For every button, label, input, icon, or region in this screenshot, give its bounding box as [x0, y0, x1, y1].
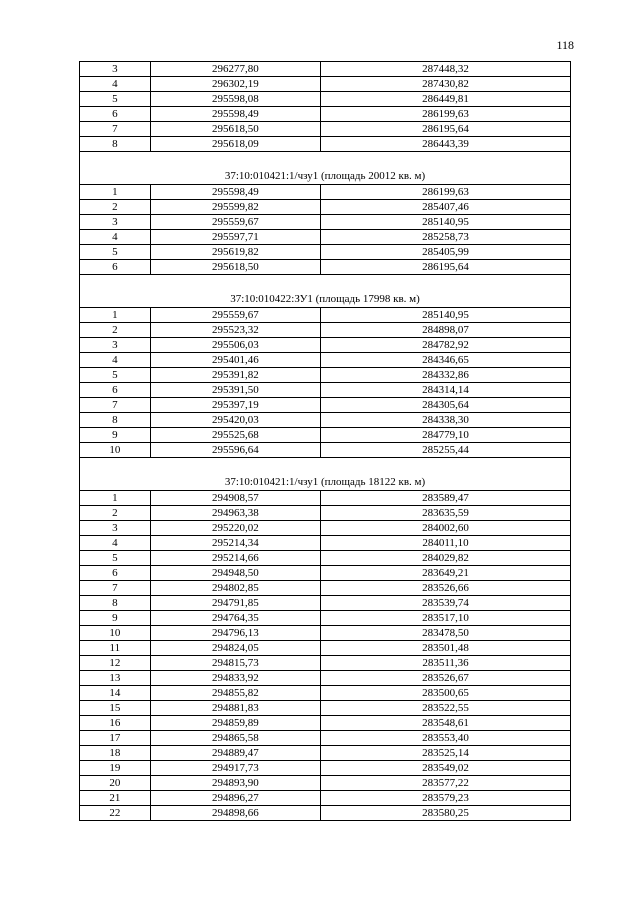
table-row	[80, 260, 571, 275]
table-row	[80, 443, 571, 458]
point-number: 13	[80, 671, 151, 686]
x-coordinate: 295598,08	[150, 92, 320, 107]
x-coordinate: 295391,82	[150, 368, 320, 383]
y-coordinate: 286199,63	[321, 185, 571, 200]
y-coordinate: 283478,50	[321, 626, 571, 641]
y-coordinate: 284305,64	[321, 398, 571, 413]
y-coordinate: 284346,65	[321, 353, 571, 368]
point-number: 1	[80, 308, 151, 323]
x-coordinate: 295401,46	[150, 353, 320, 368]
point-number: 22	[80, 806, 151, 821]
point-number: 3	[80, 338, 151, 353]
table-row	[80, 521, 571, 536]
table-row	[80, 368, 571, 383]
point-number: 16	[80, 716, 151, 731]
table-row	[80, 185, 571, 200]
y-coordinate: 284782,92	[321, 338, 571, 353]
y-coordinate: 286195,64	[321, 122, 571, 137]
table-row	[80, 506, 571, 521]
point-number: 3	[80, 215, 151, 230]
table-row	[80, 641, 571, 656]
x-coordinate: 294893,90	[150, 776, 320, 791]
table-row	[80, 215, 571, 230]
y-coordinate: 286443,39	[321, 137, 571, 152]
point-number: 15	[80, 701, 151, 716]
table-row	[80, 611, 571, 626]
x-coordinate: 294791,85	[150, 596, 320, 611]
x-coordinate: 295559,67	[150, 308, 320, 323]
x-coordinate: 295598,49	[150, 185, 320, 200]
x-coordinate: 294948,50	[150, 566, 320, 581]
y-coordinate: 284011,10	[321, 536, 571, 551]
point-number: 7	[80, 122, 151, 137]
point-number: 5	[80, 245, 151, 260]
table-row	[80, 566, 571, 581]
y-coordinate: 284898,07	[321, 323, 571, 338]
x-coordinate: 295391,50	[150, 383, 320, 398]
y-coordinate: 283525,14	[321, 746, 571, 761]
coordinates-table	[79, 61, 571, 821]
y-coordinate: 283553,40	[321, 731, 571, 746]
x-coordinate: 294859,89	[150, 716, 320, 731]
point-number: 4	[80, 536, 151, 551]
point-number: 5	[80, 551, 151, 566]
x-coordinate: 295619,82	[150, 245, 320, 260]
table-row	[80, 308, 571, 323]
table-row	[80, 551, 571, 566]
point-number: 17	[80, 731, 151, 746]
table-row	[80, 413, 571, 428]
point-number: 4	[80, 77, 151, 92]
table-row	[80, 536, 571, 551]
point-number: 8	[80, 596, 151, 611]
y-coordinate: 283500,65	[321, 686, 571, 701]
y-coordinate: 283522,55	[321, 701, 571, 716]
x-coordinate: 294824,05	[150, 641, 320, 656]
table-row	[80, 428, 571, 443]
x-coordinate: 295596,64	[150, 443, 320, 458]
coordinates-table-body	[80, 62, 571, 821]
point-number: 19	[80, 761, 151, 776]
x-coordinate: 294833,92	[150, 671, 320, 686]
x-coordinate: 294802,85	[150, 581, 320, 596]
point-number: 8	[80, 413, 151, 428]
y-coordinate: 284029,82	[321, 551, 571, 566]
y-coordinate: 283579,23	[321, 791, 571, 806]
table-row	[80, 581, 571, 596]
point-number: 3	[80, 521, 151, 536]
point-number: 5	[80, 368, 151, 383]
y-coordinate: 283649,21	[321, 566, 571, 581]
x-coordinate: 294881,83	[150, 701, 320, 716]
table-row	[80, 656, 571, 671]
point-number: 7	[80, 398, 151, 413]
table-row	[80, 776, 571, 791]
x-coordinate: 295559,67	[150, 215, 320, 230]
y-coordinate: 287448,32	[321, 62, 571, 77]
x-coordinate: 296302,19	[150, 77, 320, 92]
point-number: 7	[80, 581, 151, 596]
table-row	[80, 398, 571, 413]
y-coordinate: 283580,25	[321, 806, 571, 821]
section-title: 37:10:010421:1/чзу1 (площадь 18122 кв. м)	[80, 458, 571, 491]
table-row	[80, 491, 571, 506]
y-coordinate: 285258,73	[321, 230, 571, 245]
point-number: 12	[80, 656, 151, 671]
point-number: 6	[80, 566, 151, 581]
x-coordinate: 294896,27	[150, 791, 320, 806]
table-row	[80, 122, 571, 137]
point-number: 4	[80, 230, 151, 245]
y-coordinate: 283589,47	[321, 491, 571, 506]
y-coordinate: 286449,81	[321, 92, 571, 107]
point-number: 10	[80, 626, 151, 641]
section-header-row	[80, 458, 571, 491]
x-coordinate: 295597,71	[150, 230, 320, 245]
point-number: 6	[80, 260, 151, 275]
x-coordinate: 295525,68	[150, 428, 320, 443]
table-row	[80, 383, 571, 398]
point-number: 21	[80, 791, 151, 806]
x-coordinate: 295420,03	[150, 413, 320, 428]
table-row	[80, 92, 571, 107]
section-header-row	[80, 152, 571, 185]
y-coordinate: 286199,63	[321, 107, 571, 122]
point-number: 6	[80, 107, 151, 122]
point-number: 5	[80, 92, 151, 107]
y-coordinate: 283526,67	[321, 671, 571, 686]
table-row	[80, 77, 571, 92]
x-coordinate: 294855,82	[150, 686, 320, 701]
section-title: 37:10:010421:1/чзу1 (площадь 20012 кв. м)	[80, 152, 571, 185]
x-coordinate: 295618,09	[150, 137, 320, 152]
x-coordinate: 295214,34	[150, 536, 320, 551]
table-row	[80, 596, 571, 611]
table-row	[80, 686, 571, 701]
table-row	[80, 716, 571, 731]
y-coordinate: 283511,36	[321, 656, 571, 671]
y-coordinate: 284779,10	[321, 428, 571, 443]
point-number: 2	[80, 323, 151, 338]
x-coordinate: 294917,73	[150, 761, 320, 776]
table-row	[80, 731, 571, 746]
y-coordinate: 283526,66	[321, 581, 571, 596]
x-coordinate: 295598,49	[150, 107, 320, 122]
point-number: 14	[80, 686, 151, 701]
point-number: 4	[80, 353, 151, 368]
y-coordinate: 285255,44	[321, 443, 571, 458]
y-coordinate: 284332,86	[321, 368, 571, 383]
y-coordinate: 283635,59	[321, 506, 571, 521]
table-row	[80, 671, 571, 686]
section-header-row	[80, 275, 571, 308]
x-coordinate: 294963,38	[150, 506, 320, 521]
point-number: 11	[80, 641, 151, 656]
x-coordinate: 295599,82	[150, 200, 320, 215]
section-title: 37:10:010422:ЗУ1 (площадь 17998 кв. м)	[80, 275, 571, 308]
y-coordinate: 283517,10	[321, 611, 571, 626]
x-coordinate: 295397,19	[150, 398, 320, 413]
table-row	[80, 230, 571, 245]
point-number: 1	[80, 491, 151, 506]
x-coordinate: 294889,47	[150, 746, 320, 761]
point-number: 18	[80, 746, 151, 761]
point-number: 9	[80, 611, 151, 626]
table-row	[80, 338, 571, 353]
point-number: 9	[80, 428, 151, 443]
x-coordinate: 295220,02	[150, 521, 320, 536]
y-coordinate: 286195,64	[321, 260, 571, 275]
y-coordinate: 284002,60	[321, 521, 571, 536]
x-coordinate: 294865,58	[150, 731, 320, 746]
point-number: 8	[80, 137, 151, 152]
table-row	[80, 62, 571, 77]
x-coordinate: 295214,66	[150, 551, 320, 566]
point-number: 3	[80, 62, 151, 77]
point-number: 2	[80, 200, 151, 215]
y-coordinate: 283577,22	[321, 776, 571, 791]
table-row	[80, 245, 571, 260]
point-number: 2	[80, 506, 151, 521]
x-coordinate: 295523,32	[150, 323, 320, 338]
x-coordinate: 294764,35	[150, 611, 320, 626]
table-row	[80, 806, 571, 821]
point-number: 6	[80, 383, 151, 398]
table-row	[80, 353, 571, 368]
table-row	[80, 200, 571, 215]
y-coordinate: 284338,30	[321, 413, 571, 428]
table-row	[80, 701, 571, 716]
y-coordinate: 284314,14	[321, 383, 571, 398]
point-number: 10	[80, 443, 151, 458]
table-row	[80, 137, 571, 152]
y-coordinate: 285140,95	[321, 215, 571, 230]
y-coordinate: 285405,99	[321, 245, 571, 260]
table-row	[80, 791, 571, 806]
x-coordinate: 295618,50	[150, 260, 320, 275]
y-coordinate: 285140,95	[321, 308, 571, 323]
x-coordinate: 295506,03	[150, 338, 320, 353]
y-coordinate: 283501,48	[321, 641, 571, 656]
x-coordinate: 294815,73	[150, 656, 320, 671]
x-coordinate: 296277,80	[150, 62, 320, 77]
y-coordinate: 287430,82	[321, 77, 571, 92]
x-coordinate: 295618,50	[150, 122, 320, 137]
y-coordinate: 283549,02	[321, 761, 571, 776]
x-coordinate: 294796,13	[150, 626, 320, 641]
y-coordinate: 283548,61	[321, 716, 571, 731]
table-row	[80, 107, 571, 122]
page-number: 118	[556, 38, 574, 52]
x-coordinate: 294908,57	[150, 491, 320, 506]
y-coordinate: 283539,74	[321, 596, 571, 611]
point-number: 20	[80, 776, 151, 791]
table-row	[80, 761, 571, 776]
point-number: 1	[80, 185, 151, 200]
y-coordinate: 285407,46	[321, 200, 571, 215]
table-row	[80, 626, 571, 641]
table-row	[80, 323, 571, 338]
table-row	[80, 746, 571, 761]
x-coordinate: 294898,66	[150, 806, 320, 821]
